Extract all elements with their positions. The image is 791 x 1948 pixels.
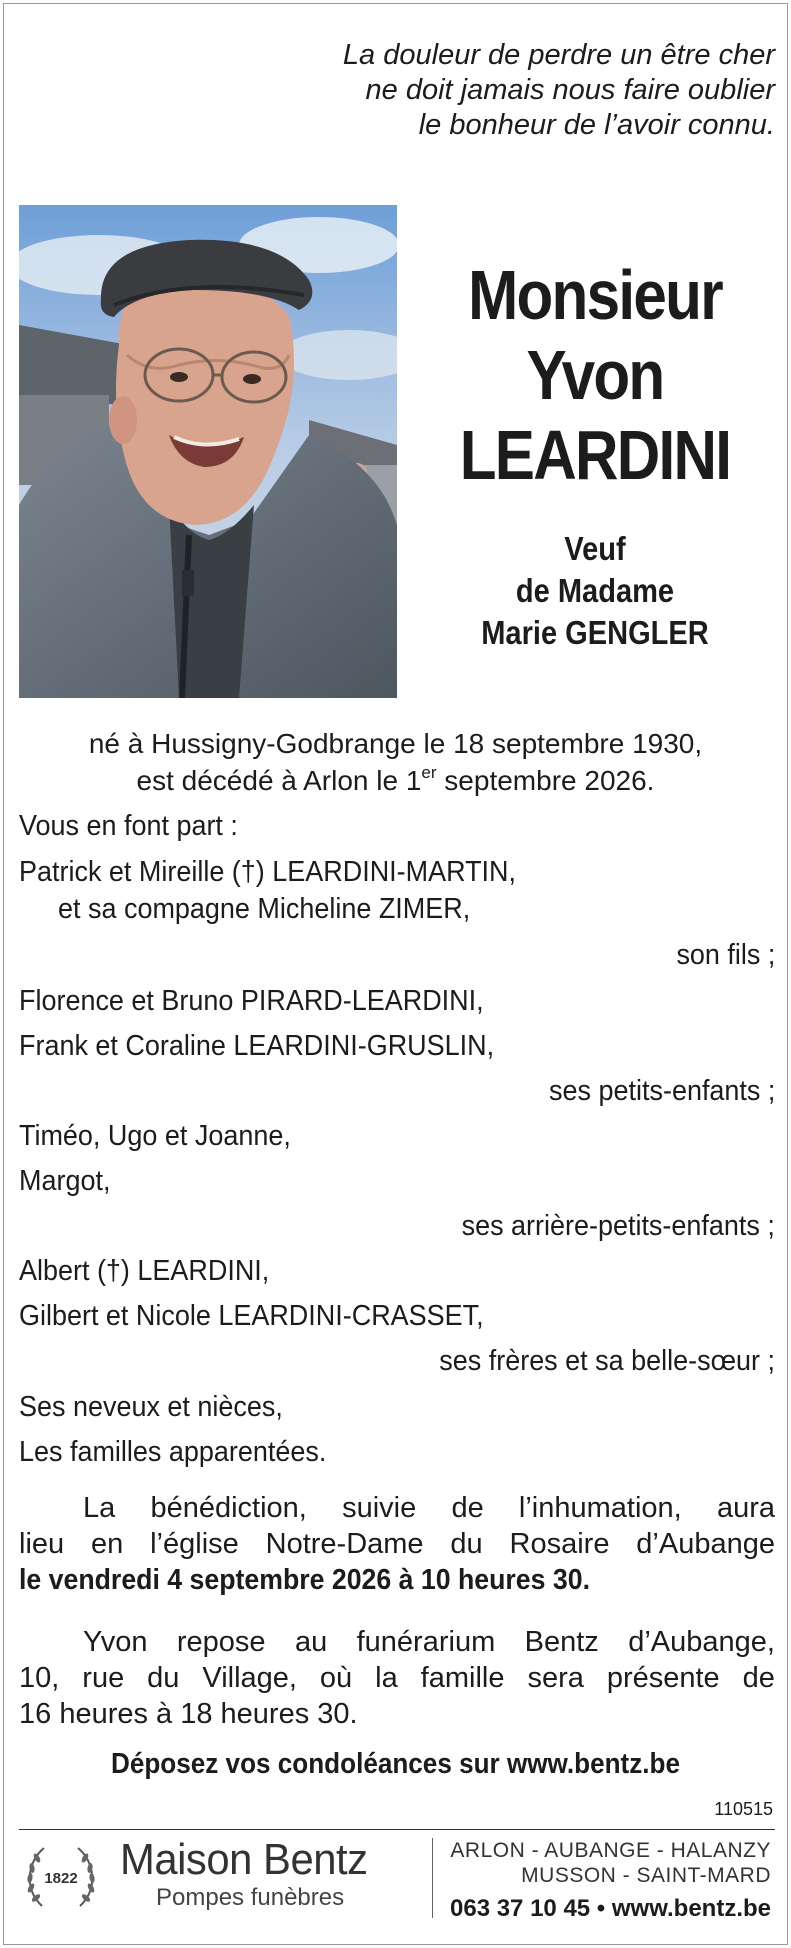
- footer-divider: [19, 1829, 775, 1830]
- word: de: [742, 1662, 775, 1694]
- family-line: Patrick et Mireille (†) LEARDINI-MARTIN,: [19, 856, 517, 888]
- ceremony-date: le vendredi 4 septembre 2026 à 10 heures 30.: [19, 1564, 590, 1596]
- word: lieu: [19, 1528, 65, 1560]
- ceremony-paragraph: [19, 1490, 775, 1598]
- status-line: Veuf: [564, 530, 626, 567]
- funerarium-row-1: [19, 1624, 775, 1660]
- family-line: Timéo, Ugo et Joanne,: [19, 1120, 291, 1152]
- brand-subtitle: Pompes funèbres: [156, 1884, 345, 1911]
- badge-year: 1822: [44, 1870, 78, 1887]
- ceremony-row-2: [19, 1526, 775, 1562]
- ceremony-row-1: [19, 1490, 775, 1526]
- word: du: [450, 1528, 483, 1560]
- death-line-suffix: septembre 2026.: [436, 765, 655, 796]
- word: d’Aubange,: [628, 1626, 775, 1658]
- word: Yvon: [83, 1626, 148, 1658]
- brand-name: Maison Bentz: [120, 1835, 368, 1884]
- family-role: ses frères et sa belle-sœur ;: [439, 1345, 775, 1377]
- family-line: Albert (†) LEARDINI,: [19, 1255, 270, 1287]
- family-line: Margot,: [19, 1165, 111, 1197]
- word: bénédiction,: [150, 1492, 307, 1524]
- word: de: [451, 1492, 484, 1524]
- deceased-name: [440, 255, 750, 495]
- funerarium-hours: 16 heures à 18 heures 30.: [19, 1698, 358, 1730]
- word: aura: [716, 1492, 775, 1524]
- word: sera: [527, 1662, 584, 1694]
- family-role: son fils ;: [676, 939, 775, 971]
- word: La: [83, 1492, 116, 1524]
- word: rue: [82, 1662, 125, 1694]
- funeral-home-brand: [120, 1836, 420, 1912]
- word: présente: [606, 1662, 720, 1694]
- quote-line: La douleur de perdre un être cher: [342, 39, 775, 71]
- funerarium-row-2: [19, 1660, 775, 1696]
- word: du: [147, 1662, 180, 1694]
- word: repose: [176, 1626, 266, 1658]
- word: Village,: [202, 1662, 297, 1694]
- word: l’inhumation,: [518, 1492, 682, 1524]
- quote-line: le bonheur de l’avoir connu.: [418, 109, 775, 141]
- word: Rosaire: [509, 1528, 610, 1560]
- word: la: [375, 1662, 398, 1694]
- announcement-intro: Vous en font part :: [19, 810, 238, 842]
- family-role: ses petits-enfants ;: [548, 1075, 775, 1107]
- family-line: Frank et Coraline LEARDINI-GRUSLIN,: [19, 1030, 495, 1062]
- laurel-badge-icon: [22, 1838, 100, 1916]
- word: suivie: [342, 1492, 417, 1524]
- word: en: [91, 1528, 124, 1560]
- word: 10,: [19, 1662, 60, 1694]
- funerarium-paragraph: [19, 1624, 775, 1732]
- word: Notre-Dame: [265, 1528, 424, 1560]
- word: famille: [420, 1662, 505, 1694]
- quote-line: ne doit jamais nous faire oublier: [365, 74, 775, 106]
- last-name: LEARDINI: [459, 416, 731, 494]
- word: au: [294, 1626, 328, 1658]
- family-line: et sa compagne Micheline ZIMER,: [58, 893, 471, 925]
- cities-line: MUSSON - SAINT-MARD: [521, 1864, 771, 1887]
- first-name: Yvon: [526, 336, 664, 414]
- status-line: Marie GENGLER: [481, 614, 709, 651]
- honorific: Monsieur: [468, 256, 722, 334]
- family-line: Les familles apparentées.: [19, 1436, 327, 1468]
- portrait-photo: [19, 205, 397, 698]
- epigraph-quote: [215, 38, 775, 143]
- family-line: Florence et Bruno PIRARD-LEARDINI,: [19, 985, 484, 1017]
- word: Bentz: [524, 1626, 599, 1658]
- status-line: de Madame: [515, 572, 675, 609]
- portrait-illustration: [19, 205, 397, 698]
- death-line-prefix: est décédé à Arlon le 1: [136, 765, 422, 796]
- word: où: [319, 1662, 353, 1694]
- contact-info: 063 37 10 45 • www.bentz.be: [450, 1895, 771, 1922]
- birth-line: né à Hussigny-Godbrange le 18 septembre 1930,: [88, 728, 703, 759]
- reference-number: 110515: [714, 1799, 773, 1819]
- word: l’église: [150, 1528, 239, 1560]
- cities-line: ARLON - AUBANGE - HALANZY: [450, 1839, 771, 1862]
- word: funérarium: [356, 1626, 496, 1658]
- branch-locations: [431, 1838, 771, 1888]
- condolences-line: Déposez vos condoléances sur www.bentz.be: [110, 1748, 681, 1780]
- family-line: Ses neveux et nièces,: [19, 1391, 283, 1423]
- family-line: Gilbert et Nicole LEARDINI-CRASSET,: [19, 1300, 484, 1332]
- death-line-superscript: er: [421, 763, 437, 782]
- death-line: [0, 763, 791, 799]
- word: d’Aubange: [636, 1528, 775, 1560]
- family-role: ses arrière-petits-enfants ;: [461, 1210, 775, 1242]
- marital-status: [437, 528, 754, 654]
